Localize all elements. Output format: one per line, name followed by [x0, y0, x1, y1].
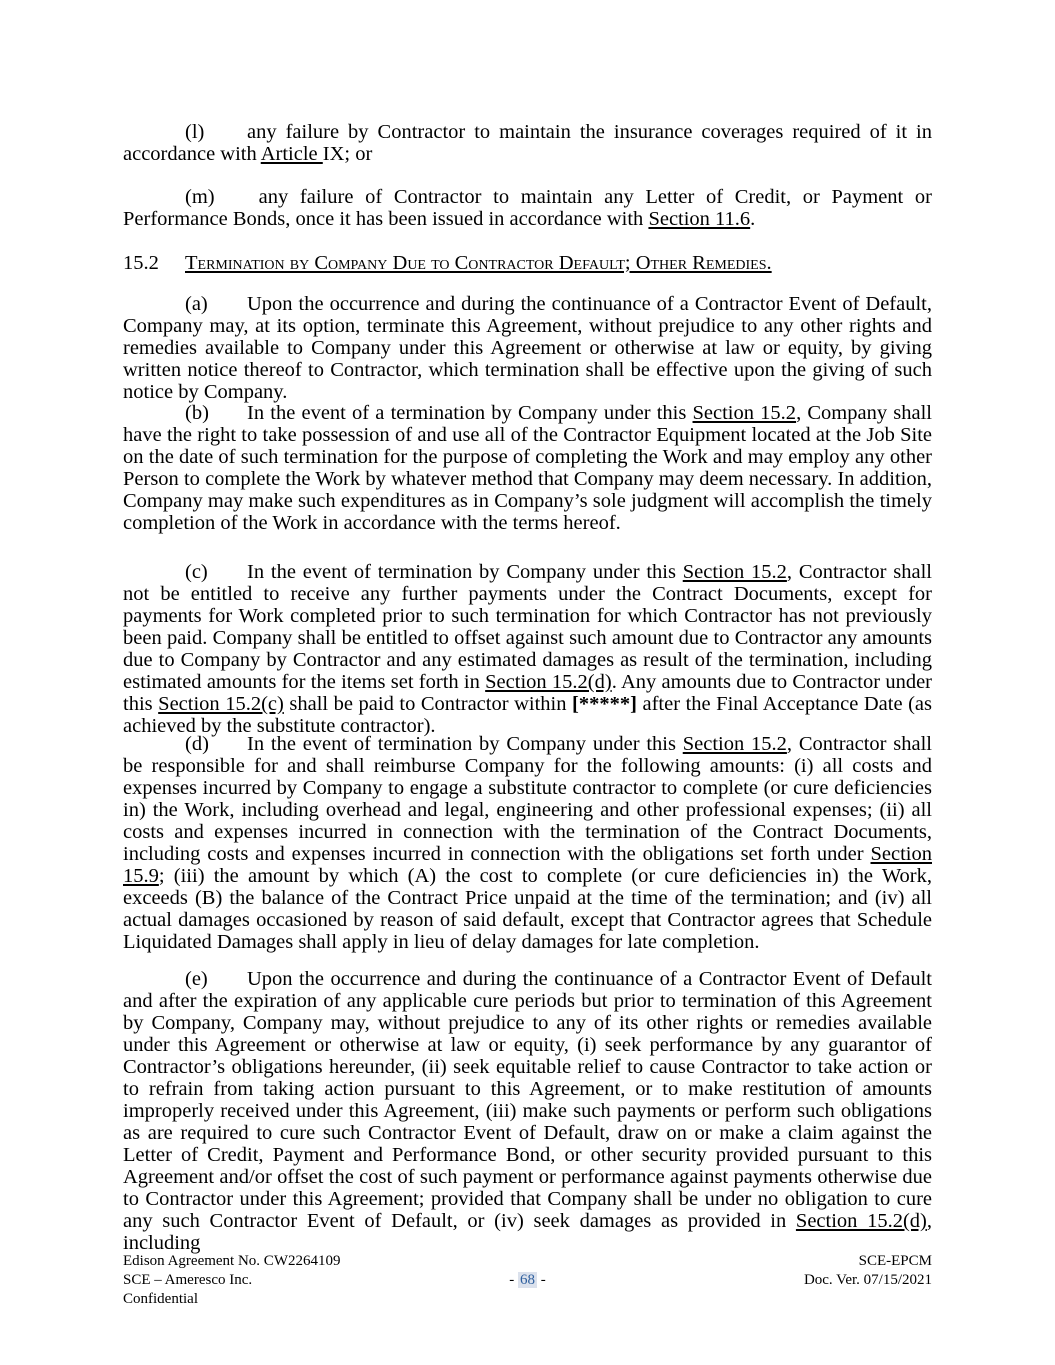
footer-confidential: Confidential: [123, 1290, 198, 1307]
text-run: .: [750, 208, 756, 230]
footer-agreement-number: Edison Agreement No. CW2264109: [123, 1253, 341, 1269]
section-number: 15.2: [123, 252, 159, 274]
footer-parties: SCE – Ameresco Inc.: [123, 1271, 253, 1288]
text-run: any failure of Contractor to maintain any Letter of Credit, or Payment or Performance Bonds, once it has been issued in accordance with: [123, 186, 932, 230]
text-run: Upon the occurrence and during the continuance of a Contractor Event of Default, Company may, at its option, terminate this Agreement, without prejudice to any other rights and remedies available to Company under this Agreement or otherwise at law or equity, by giving written notice thereof to Contractor, which termination shall be effective upon the giving of such notice by Company.: [123, 293, 932, 403]
page-number-prefix: -: [509, 1272, 518, 1288]
paragraph-b: [123, 402, 932, 534]
text-run: In the event of a termination by Company under this: [247, 402, 693, 424]
text-run: after the Final Acceptance Date (as achieved by the substitute contractor).: [123, 693, 933, 737]
paragraph-marker: (b): [185, 402, 209, 424]
text-run: In the event of termination by Company under this: [247, 561, 683, 583]
cross-reference-link[interactable]: Section 15.2: [682, 561, 787, 583]
paragraph-c: [123, 561, 932, 737]
paragraph-e: [123, 968, 932, 1254]
paragraph-marker: (l): [185, 121, 205, 143]
paragraph-marker: (a): [185, 293, 208, 315]
paragraph-m: [123, 186, 932, 230]
cross-reference-link[interactable]: Section 15.2(d): [485, 671, 612, 693]
text-run: [*****]: [572, 693, 637, 715]
text-run: In the event of termination by Company under this: [247, 733, 683, 755]
text-run: ; (iii) the amount by which (A) the cost to complete (or cure deficiencies in) the Work, exceeds (B) the balance of the Contract Price unpaid at the time of the termination; and (iv) all actual damages occasioned by reason of said default, except that Contractor agrees that Schedule Liquidated Damages shall apply in lieu of delay damages for late completion.: [123, 865, 932, 953]
cross-reference-link[interactable]: Section 11.6: [648, 208, 751, 230]
text-run: any failure by Contractor to maintain the insurance coverages required of it in accordance with: [123, 121, 932, 165]
paragraph-text: [123, 561, 932, 737]
paragraph-text: [123, 733, 932, 953]
cross-reference-link[interactable]: Section 15.2(c): [158, 693, 284, 715]
page-number-suffix: -: [537, 1272, 546, 1288]
cross-reference-link[interactable]: Section 15.2(d): [795, 1210, 927, 1232]
text-run: IX; or: [322, 143, 373, 165]
page-number-field: 68: [520, 1272, 535, 1288]
cross-reference-link[interactable]: Article: [260, 143, 323, 165]
paragraph-a: [123, 293, 932, 403]
cross-reference-link[interactable]: Termination by Company Due to Contractor Default; Other Remedies.: [185, 252, 772, 274]
text-run: . Any amounts due to Contractor under this: [123, 671, 932, 715]
paragraph-d: [123, 733, 932, 953]
section-heading-15-2: [123, 252, 932, 274]
footer-right-block: [804, 1252, 932, 1290]
text-run: Upon the occurrence and during the continuance of a Contractor Event of Default and after the expiration of any applicable cure periods but prior to termination of this Agreement by Company, Company may, without prejudice to any of its other rights or remedies available under this Agreement or otherwise at law or equity, (i) seek performance by any guarantor of Contractor’s obligations hereunder, (ii) seek equitable relief to cause Contractor to take action or to refrain from taking action pursuant to this Agreement, or to make restitution of amounts improperly received under this Agreement, (iii) make such payments or perform such obligations as are required to cure such Contractor Event of Default, draw on or make a claim against the Letter of Credit, Payment and Performance Bond, or other security provided pursuant to this Agreement and/or offset the cost of such payment or performance against payments otherwise due to Contractor under this Agreement; provided that Company shall be under no obligation to cure any such Contractor Event of Default, or (iv) seek damages as provided in: [123, 968, 932, 1232]
text-run: , including: [123, 1210, 932, 1254]
paragraph-marker: (d): [185, 733, 209, 755]
footer-doc-version: Doc. Ver. 07/15/2021: [803, 1271, 932, 1288]
paragraph-marker: (m): [185, 186, 215, 208]
text-run: , Company shall have the right to take possession of and use all of the Contractor Equipment located at the Job Site on the date of such termination for the purpose of completing the Work and may employ any other Person to complete the Work by whatever method that Company may deem necessary. In addition, Company may make such expenditures as in Company’s sole judgment will accomplish the timely completion of the Work in accordance with the terms hereof.: [123, 402, 932, 534]
cross-reference-link[interactable]: Section 15.2: [692, 402, 797, 424]
paragraph-marker: (c): [185, 561, 208, 583]
text-run: shall be paid to Contractor within: [283, 693, 573, 715]
section-heading-text: [185, 252, 772, 274]
paragraph-l: [123, 121, 932, 165]
cross-reference-link[interactable]: Section 15.9: [123, 843, 932, 887]
paragraph-marker: (e): [185, 968, 208, 990]
text-run: , Contractor shall be responsible for and shall reimburse Company for the following amounts: (i) all costs and expenses incurred by Company to engage a substitute contractor to complete (or cure deficiencies in) the Work, including overhead and legal, engineering and other professional expenses; (ii) all costs and expenses incurred in connection with the termination of the Contract Documents, including costs and expenses incurred in connection with the obligations set forth under: [123, 733, 932, 865]
text-run: , Contractor shall not be entitled to receive any further payments under the Contract Documents, except for payments for Work completed prior to such termination for which Contractor has not previously been paid. Company shall be entitled to offset against such amount due to Contractor any amounts due to Company by Contractor and any estimated damages as result of the termination, including estimated amounts for the items set forth in: [123, 561, 932, 693]
cross-reference-link[interactable]: Section 15.2: [682, 733, 787, 755]
footer-doc-type: SCE-EPCM: [858, 1253, 932, 1269]
paragraph-text: [123, 968, 932, 1254]
